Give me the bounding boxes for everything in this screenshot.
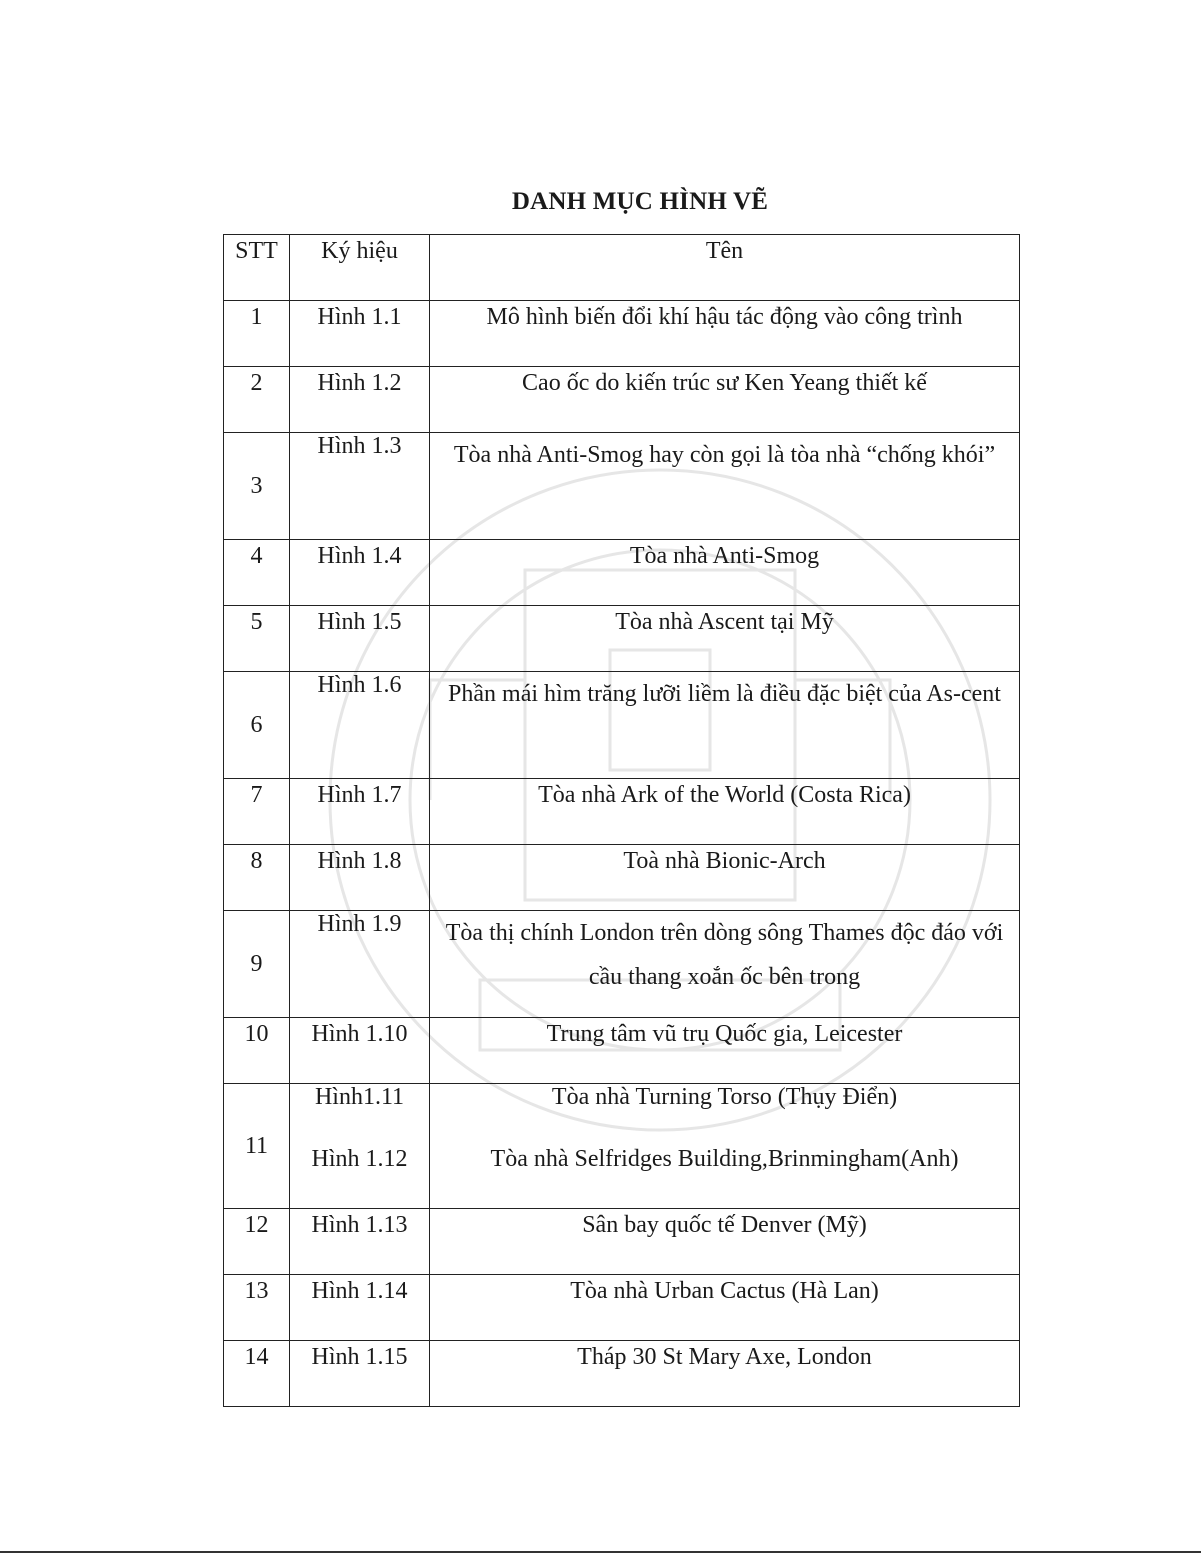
row-name: Sân bay quốc tế Denver (Mỹ)	[430, 1209, 1020, 1275]
row-code: Hình 1.5	[290, 606, 430, 672]
row-stt: 7	[224, 779, 290, 845]
table-row	[224, 1275, 1020, 1341]
header-stt: STT	[224, 235, 290, 301]
row-code: Hình 1.9	[290, 911, 430, 1018]
row-stt: 14	[224, 1341, 290, 1407]
table-row	[224, 845, 1020, 911]
row-name: Trung tâm vũ trụ Quốc gia, Leicester	[430, 1018, 1020, 1084]
row-code-pair	[290, 1084, 430, 1209]
row-code: Hình 1.15	[290, 1341, 430, 1407]
table-row	[224, 911, 1020, 1018]
table-row	[224, 1209, 1020, 1275]
row-name: Tòa nhà Urban Cactus (Hà Lan)	[430, 1275, 1020, 1341]
row-name: Tòa nhà Ark of the World (Costa Rica)	[430, 779, 1020, 845]
table-row	[224, 433, 1020, 540]
row-stt: 12	[224, 1209, 290, 1275]
row-stt: 3	[224, 433, 290, 540]
row-code: Hình 1.6	[290, 672, 430, 779]
row-stt: 10	[224, 1018, 290, 1084]
table-row	[224, 1018, 1020, 1084]
table-row	[224, 1084, 1020, 1209]
row-stt: 13	[224, 1275, 290, 1341]
row-name: Tòa nhà Turning Torso (Thụy Điển)	[551, 1084, 898, 1110]
row-stt: 2	[224, 367, 290, 433]
row-name: Tháp 30 St Mary Axe, London	[430, 1341, 1020, 1407]
row-name-second: Tòa nhà Selfridges Building,Brinmingham(Anh)	[490, 1146, 959, 1172]
row-name: Cao ốc do kiến trúc sư Ken Yeang thiết kế	[430, 367, 1020, 433]
row-stt: 4	[224, 540, 290, 606]
row-name: Tòa thị chính London trên dòng sông Thames độc đáo với cầu thang xoắn ốc bên trong	[430, 911, 1020, 1018]
table-row	[224, 779, 1020, 845]
row-name: Toà nhà Bionic-Arch	[430, 845, 1020, 911]
document-title: DANH MỤC HÌNH VẼ	[511, 188, 769, 215]
page-bottom-rule	[0, 1551, 1201, 1553]
row-code: Hình 1.1	[290, 301, 430, 367]
row-name: Tòa nhà Ascent tại Mỹ	[430, 606, 1020, 672]
row-code-second: Hình 1.12	[311, 1146, 408, 1172]
row-code: Hình 1.4	[290, 540, 430, 606]
row-code: Hình 1.10	[290, 1018, 430, 1084]
row-stt: 8	[224, 845, 290, 911]
row-stt: 9	[224, 911, 290, 1018]
row-stt: 6	[224, 672, 290, 779]
row-code: Hình 1.3	[290, 433, 430, 540]
row-code: Hình 1.14	[290, 1275, 430, 1341]
row-stt: 11	[224, 1084, 290, 1209]
table-header-row	[224, 235, 1020, 301]
row-code: Hình 1.13	[290, 1209, 430, 1275]
row-code: Hình 1.8	[290, 845, 430, 911]
table-row	[224, 540, 1020, 606]
row-name: Tòa nhà Anti-Smog	[430, 540, 1020, 606]
row-code: Hình 1.2	[290, 367, 430, 433]
row-name: Tòa nhà Anti-Smog hay còn gọi là tòa nhà “chống khói”	[430, 433, 1020, 540]
row-code: Hình 1.7	[290, 779, 430, 845]
table-row	[224, 606, 1020, 672]
row-stt: 5	[224, 606, 290, 672]
row-code: Hình1.11	[314, 1084, 405, 1110]
table-row	[224, 367, 1020, 433]
row-stt: 1	[224, 301, 290, 367]
header-name: Tên	[430, 235, 1020, 301]
row-name-pair	[430, 1084, 1020, 1209]
table-row	[224, 301, 1020, 367]
header-code: Ký hiệu	[290, 235, 430, 301]
table-row	[224, 1341, 1020, 1407]
row-name: Mô hình biến đổi khí hậu tác động vào công trình	[430, 301, 1020, 367]
figure-list-table	[223, 234, 1020, 1407]
table-row	[224, 672, 1020, 779]
row-name: Phần mái hìm trăng lưỡi liềm là điều đặc biệt của As-cent	[430, 672, 1020, 779]
